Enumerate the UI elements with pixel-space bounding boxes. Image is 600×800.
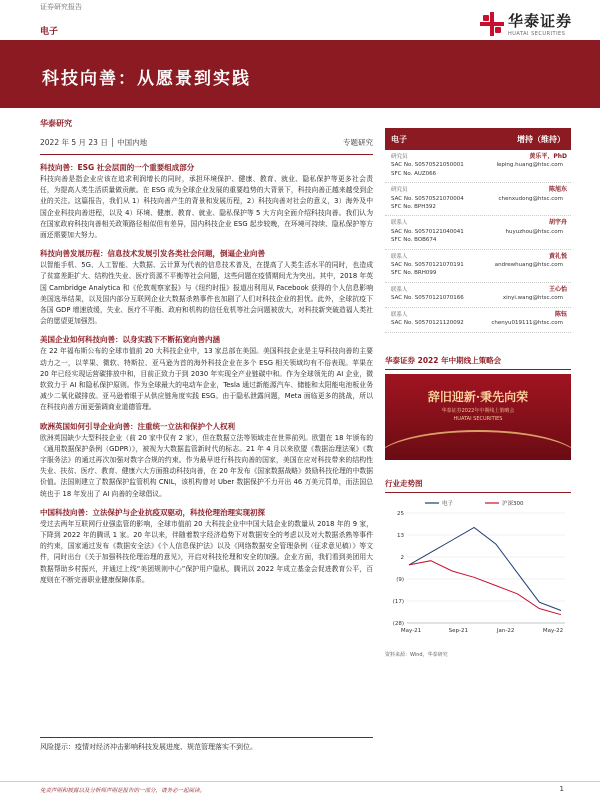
analyst-sfc: SFC No. AUZ066 (391, 170, 437, 177)
footer (0, 781, 600, 794)
analyst-card (385, 150, 571, 183)
disclaimer: 免责声明和披露以及分析师声明是报告的一部分，请务必一起阅读。 (40, 788, 206, 794)
series-line (409, 527, 561, 610)
section-body: 受过去两年互联网行业强监管的影响，全球市值前 20 大科技企业中中国大陆企业的数量从 2018 年的 9 家，下降到 2022 年的腾讯 1 家。20 年以来，伴随着数字经济趋势下对数据安全的考虑以及对大数据杀熟等事件的约束，国家通过发布《数据安全法》《个人信息保护法》以及《网络数据安全管理条例（征求意见稿）》等文件，同时出台《关于加强科技伦理治理的意见》，开启对科技伦理和安全的加强。企业方面，我们看到美团用大数据帮助乡村振兴，并通过上线“美团规则中心”保护用户隐私，腾讯以 2022 年成立基金会促进教育公平，百度则在不断完善职业健康保障体系。 (40, 519, 373, 584)
legend-label: 电子 (442, 500, 454, 507)
analyst-card (385, 183, 571, 216)
y-tick-label: 25 (397, 510, 404, 517)
trend-chart-svg (385, 495, 571, 645)
promo-en: HUATAI SECURITIES (453, 415, 503, 422)
analyst-sac: SAC No. S0570521070004 (391, 195, 464, 202)
chart-source: 资料来源：Wind，华泰研究 (385, 651, 448, 658)
section-body: 在 22 年福布斯公布的全球市值前 20 大科技企业中，13 家总部在美国。美国科技企业是主导科技向善的主要动力之一，以苹果、微软、特斯拉、亚马逊为首的海外科技企业在多个 ESG 相关领域均有不俗表现。苹果在 20 年已经实现运营碳排放中和，目前正致力于到 2030 年实现全产业链碳中和。作为全球领先的 AI 企业，微软致力于 AI 和隐私保护原则。作为全球最大的电动车企业，Tesla 通过新能源汽车、储能和太阳能电池板业务减少二氧化碳排放。亚马逊着眼于从供应链角度实践 ESG。由于隐私泄露问题，Meta 面临更多的挑战，所以在科技向善方面更强调商业道德管理。 (40, 347, 373, 412)
analyst-card (385, 283, 571, 308)
x-tick-label: May-21 (400, 627, 422, 634)
report-date: 2022 年 5 月 23 日 │ 中国内地 (40, 138, 148, 147)
y-tick-label: (28) (392, 620, 404, 627)
analyst-role: 联系人 (391, 220, 408, 227)
analyst-card (385, 250, 571, 283)
y-tick-label: 13 (397, 532, 404, 539)
main-column (40, 118, 373, 586)
section (40, 507, 373, 586)
section-title: 中国科技向善：立法保护与企业抗疫双驱动，科技伦理治理实现初探 (40, 507, 265, 517)
analyst-sfc: SFC No. BPH392 (391, 204, 436, 211)
y-tick-label: (17) (392, 598, 404, 605)
analyst-name: 胡宇舟 (548, 219, 567, 227)
sector-label: 电子 (40, 27, 59, 37)
section (40, 421, 373, 500)
section-title: 欧洲英国如何引导企业向善：注重统一立法和保护个人权利 (40, 421, 235, 431)
trend-title: 行业走势图 (385, 478, 571, 493)
sidebar (385, 118, 571, 658)
promo-headline: 辞旧迎新·秉先向荣 (427, 389, 529, 404)
analyst-email[interactable]: chenyu019111@htsc.com (491, 320, 563, 327)
analyst-role: 研究员 (391, 154, 408, 160)
risk-divider (40, 737, 373, 738)
series-line (409, 560, 561, 614)
analyst-name: 黄乐平，PhD (529, 153, 567, 160)
section-body: 以智能手机、5G、人工智能、大数据、云计算为代表的信息技术普及，在提高了人类生活水平的同时，也造成了贫富差距扩大、结构性失业、医疗资源不平衡等社会问题，这些问题在疫情期间尤为突出。其中，2018 年英国 Cambridge Analytica 和《伦敦观察家报》与《纽约时报》报道出利用从 Facebook 获得的个人信息影响美国选举结果，以及国内部分互联网企业大数据杀熟事件也加剧了人们对科技企业的担忧。此外，全球抗疫下各国 GDP 增速放缓，失业、医疗不平衡、政府和机构的信任危机等社会问题被放大，对科技新突破造福人类社会的愿望更加强烈。 (40, 261, 373, 326)
logo-en: HUATAI SECURITIES (507, 31, 566, 37)
section-title: 科技向善：ESG 社会层面的一个重要组成部分 (40, 163, 195, 172)
x-tick-label: May-22 (542, 627, 564, 634)
analyst-name: 陈钰 (554, 310, 567, 318)
section-body: 欧洲英国缺少大型科技企业（前 20 家中仅有 2 家），但在数据立法等领域走在世界前列。欧盟在 18 年颁布的《通用数据保护条例（GDPR）》，被视为大数据监管新时代的标志。21 年 4 月以来欧盟《数据治理法案》《数字服务法》的通过再次加强对数字合规的约束。作为最早进行科技向善的国家，美国在应对科技带来的结构性失业、扶贫、医疗、教育、健康六大方面推动科技向善，在 20 年发布《国家数据战略》鼓励科技伦理的中数据价值。法国则建立了数据保护监管机构 CNIL，该机构曾对 Uber 数据保护不力开出 46 万美元罚单，而法国总统也于 18 年发出了 AI 向善的全球倡议。 (40, 433, 373, 498)
analyst-email[interactable]: leping.huang@htsc.com (496, 162, 563, 169)
huatai-logo (480, 10, 572, 37)
trend-chart (385, 495, 571, 649)
analyst-role: 联系人 (391, 286, 408, 293)
analyst-sac: SAC No. S0570121070166 (391, 295, 464, 302)
section-title: 美国企业如何科技向善：以身实践下不断拓宽向善内涵 (40, 335, 220, 345)
page-title: 科技向善：从愿景到实践 (42, 69, 251, 89)
page-number: 1 (559, 785, 564, 793)
x-tick-label: Sep-21 (448, 627, 469, 634)
promo-decoration (385, 430, 571, 460)
rating-sector: 电子 (391, 134, 407, 144)
report-category: 专题研究 (343, 138, 373, 147)
analyst-name: 黄礼悦 (548, 252, 567, 260)
analyst-card (385, 308, 571, 333)
analyst-sfc: SFC No. BOB674 (391, 237, 437, 244)
section (40, 162, 373, 241)
rating-value: 增持（维持） (517, 134, 565, 144)
analyst-email[interactable]: xinyi.wang@htsc.com (502, 295, 563, 302)
promo-subtitle: 华泰证券2022年中期线上策略会 (441, 407, 515, 414)
analyst-email[interactable]: chenxudong@htsc.com (498, 195, 563, 202)
analyst-list (385, 150, 571, 333)
legend-label: 沪深300 (502, 500, 524, 507)
section-body: 科技向善是指企业应该在追求利润增长的同时，承担环境保护、健康、教育、就业、隐私保护等更多社会责任，为提高人类生活质量做贡献。在 ESG 成为全球企业发展的重要趋势的大背景下，科技向善正越来越受到企业的关注。这篇报告，我们从 1）科技向善产生的背景和发展历程，2）科技向善对社会的意义，3）海外及中国企业科技向善进程，以及 4）环境、健康、教育、就业、隐私保护等 5 大方向全面介绍科技向善。我们认为在国家政府科技向善相关政策路径相似但有差异，国内科技企业 ESG 起步较晚，在环境可持续、隐私保护等方面还需要加大努力。 (40, 175, 373, 240)
analyst-sac: SAC No. S0570121070191 (391, 262, 464, 269)
logo-cn: 华泰证券 (507, 12, 572, 30)
analyst-sac: SAC No. S0570121040041 (391, 228, 464, 235)
analyst-email[interactable]: huyuzhou@htsc.com (505, 228, 563, 235)
section-title: 科技向善发展历程：信息技术发展引发各类社会问题，倒逼企业向善 (40, 249, 265, 259)
section (40, 248, 373, 327)
strategy-banner-image[interactable] (385, 374, 571, 460)
analyst-sac: SAC No. S0570521050001 (391, 162, 464, 169)
y-tick-label: 2 (400, 554, 404, 561)
report-type: 证券研究报告 (40, 3, 82, 11)
analyst-role: 联系人 (391, 253, 408, 260)
analyst-sfc: SFC No. BRH099 (391, 270, 437, 277)
analyst-name: 王心怡 (548, 285, 567, 293)
analyst-role: 研究员 (391, 187, 408, 194)
org-label: 华泰研究 (40, 119, 72, 128)
huatai-logo-icon (480, 12, 504, 36)
risk-note: 风险提示：疫情对经济冲击影响科技发展进度、规范管理落实不到位。 (40, 743, 257, 751)
y-tick-label: (9) (396, 576, 404, 583)
rating-bar (385, 128, 571, 150)
analyst-email[interactable]: andrewhuang@htsc.com (494, 262, 563, 269)
analyst-name: 陈旭东 (548, 186, 567, 194)
analyst-sac: SAC No. S0570121120092 (391, 320, 464, 327)
title-banner (0, 40, 600, 108)
divider (40, 154, 373, 155)
analyst-role: 联系人 (391, 311, 408, 318)
strategy-title: 华泰证券 2022 年中期线上策略会 (385, 355, 571, 370)
dateline (40, 137, 373, 148)
section (40, 334, 373, 413)
x-tick-label: Jan-22 (496, 627, 515, 634)
analyst-card (385, 216, 571, 249)
